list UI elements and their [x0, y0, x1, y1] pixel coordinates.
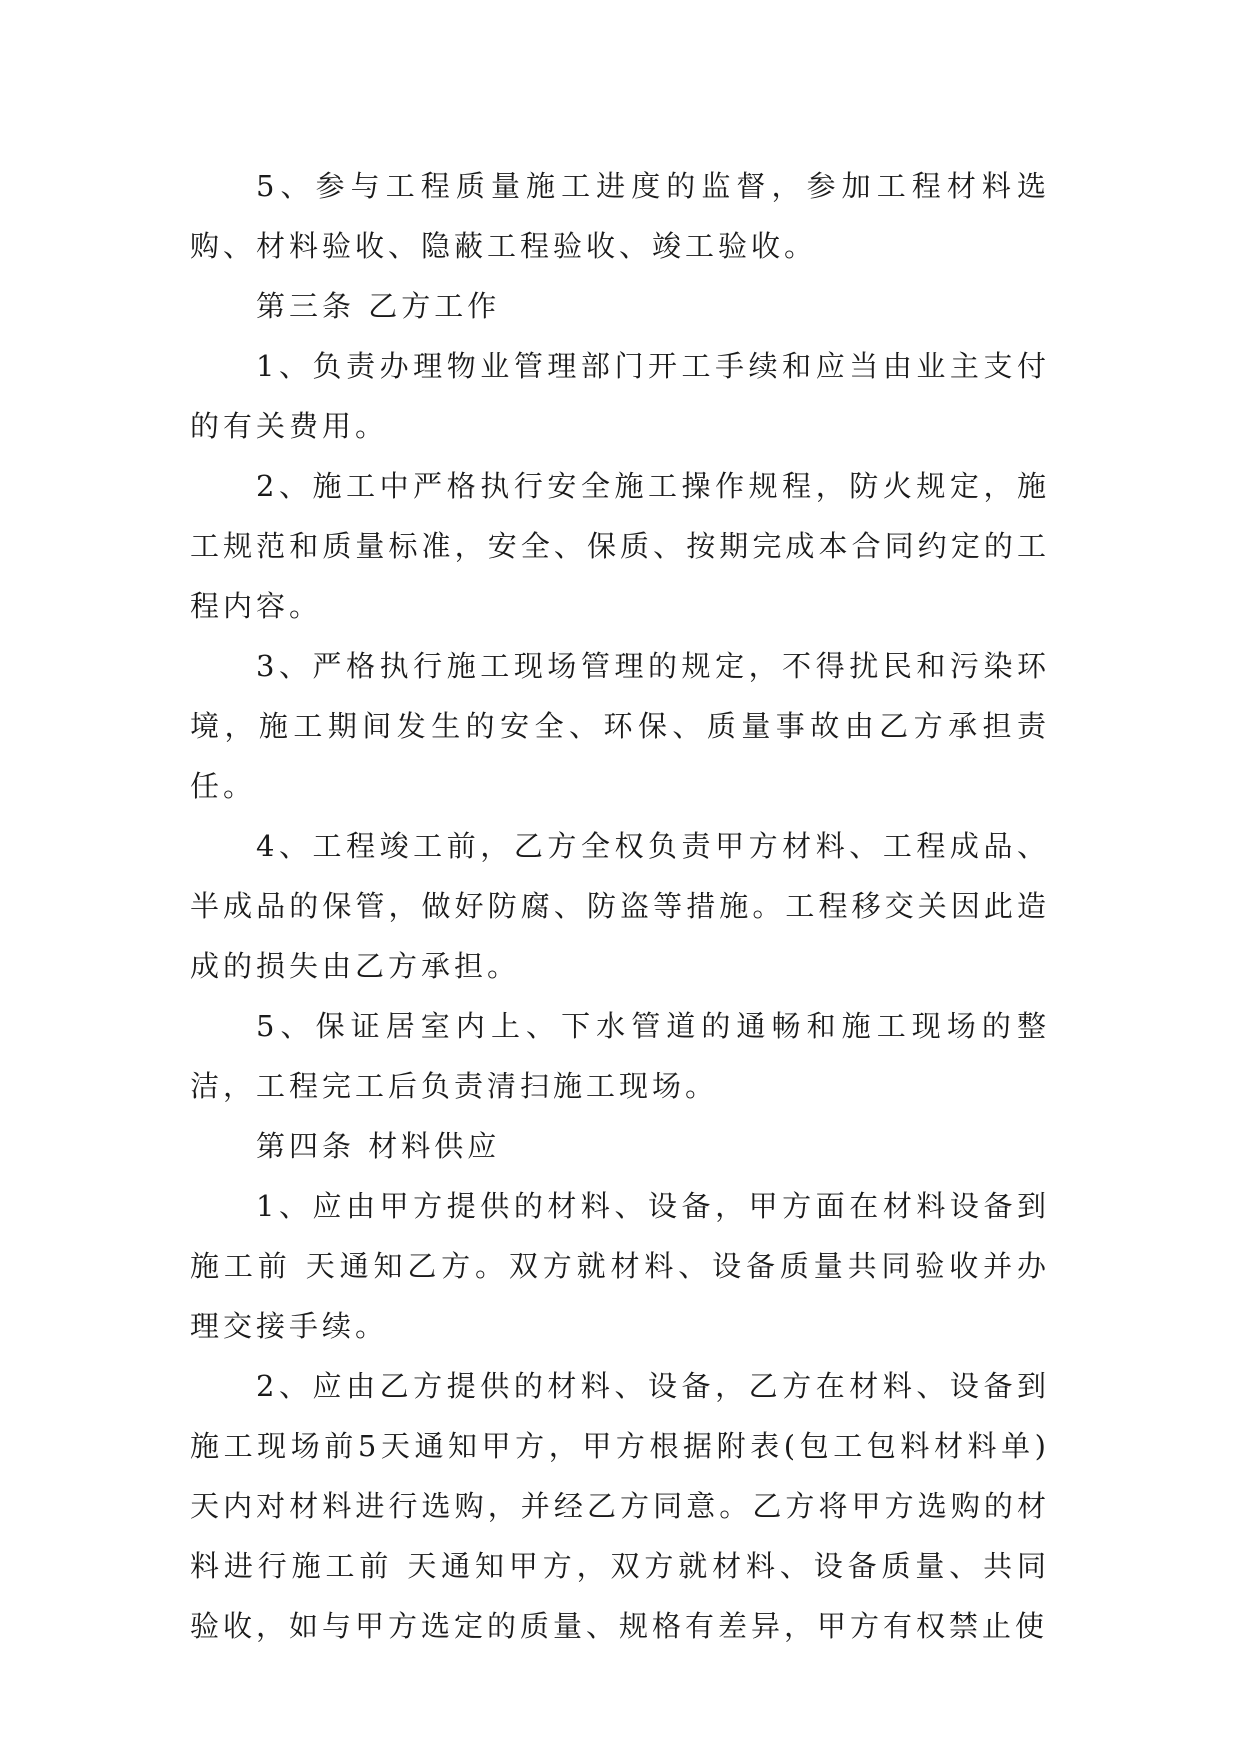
document-body — [190, 156, 1050, 1656]
clause-item-2-5: 5、参与工程质量施工进度的监督，参加工程材料选购、材料验收、隐蔽工程验收、竣工验收。 — [190, 169, 1050, 263]
clause-item-4-1: 1、应由甲方提供的材料、设备，甲方面在材料设备到施工前 天通知乙方。双方就材料、设备质量共同验收并办理交接手续。 — [190, 1189, 1050, 1343]
clause-item-3-4: 4、工程竣工前，乙方全权负责甲方材料、工程成品、半成品的保管，做好防腐、防盗等措施。工程移交关因此造成的损失由乙方承担。 — [190, 829, 1050, 983]
clause-item-3-1: 1、负责办理物业管理部门开工手续和应当由业主支付的有关费用。 — [190, 349, 1050, 443]
clause-item-4-2: 2、应由乙方提供的材料、设备，乙方在材料、设备到施工现场前5天通知甲方，甲方根据附表(包工包料材料单)天内对材料进行选购，并经乙方同意。乙方将甲方选购的材料进行施工前 天通知甲方，双方就材料、设备质量、共同验收，如与甲方选定的质量、规格有差异，甲方有权禁止使 — [190, 1369, 1050, 1643]
clause-item-3-5: 5、保证居室内上、下水管道的通畅和施工现场的整洁，工程完工后负责清扫施工现场。 — [190, 1009, 1050, 1103]
article-3-heading: 第三条 乙方工作 — [256, 289, 501, 323]
article-4-heading: 第四条 材料供应 — [256, 1129, 501, 1163]
clause-item-3-2: 2、施工中严格执行安全施工操作规程，防火规定，施工规范和质量标准，安全、保质、按期完成本合同约定的工程内容。 — [190, 469, 1050, 623]
clause-item-3-3: 3、严格执行施工现场管理的规定，不得扰民和污染环境，施工期间发生的安全、环保、质量事故由乙方承担责任。 — [190, 649, 1050, 803]
